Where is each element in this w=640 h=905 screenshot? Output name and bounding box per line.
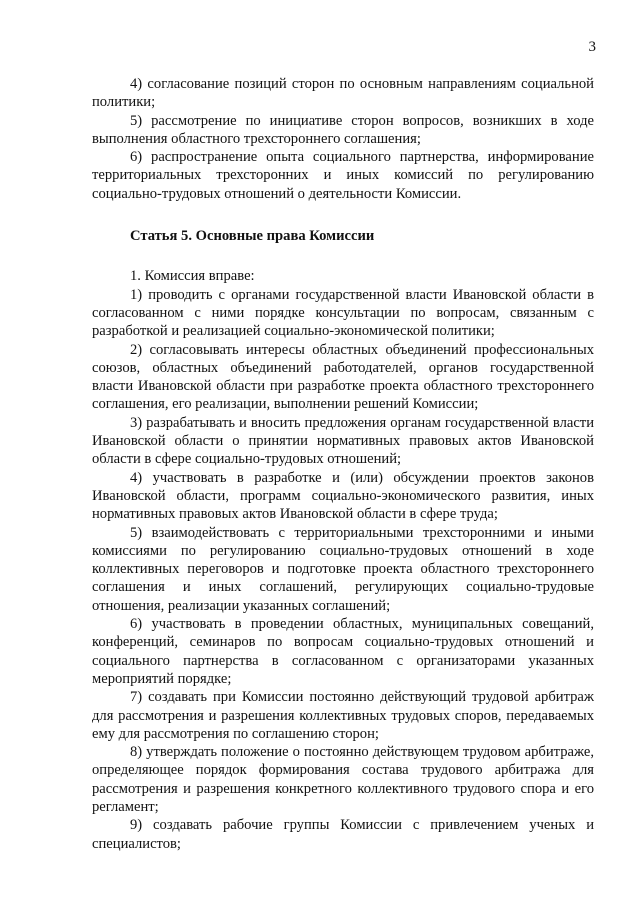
- right-item-7: 7) создавать при Комиссии постоянно действующий трудовой арбитраж для рассмотрения и разрешения коллективных трудовых споров, передаваемых ему для рассмотрения по соглашению сторон;: [92, 689, 594, 742]
- paragraph-item-4: 4) согласование позиций сторон по основным направлениям социальной политики;: [92, 76, 594, 111]
- right-item-2: 2) согласовывать интересы областных объединений профессиональных союзов, областных объединений работодателей, органов государственной власти Ивановской области при разработке проекта областного трехстороннего соглашения, его реализации, выполнении решений Комиссии;: [92, 341, 594, 413]
- right-item-5: 5) взаимодействовать с территориальными трехсторонними и иными комиссиями по регулированию социально-трудовых отношений в ходе коллективных переговоров и подготовке проекта областного трехстороннего соглашения и иных соглашений, регулирующих социально-трудовые отношения, реализации указанных соглашений;: [92, 524, 594, 614]
- paragraph-item-5: 5) рассмотрение по инициативе сторон вопросов, возникших в ходе выполнения областного трехстороннего соглашения;: [92, 112, 594, 147]
- paragraph-item-6: 6) распространение опыта социального партнерства, информирование территориальных трехсторонних и иных комиссий по регулированию социально-трудовых отношений о деятельности Комиссии.: [92, 149, 594, 202]
- paragraph-intro: 1. Комиссия вправе:: [130, 268, 255, 285]
- page-number: 3: [588, 39, 596, 55]
- right-item-4: 4) участвовать в разработке и (или) обсуждении проектов законов Ивановской области, программ социально-экономического развития, иных нормативных правовых актов Ивановской области в сфере труда;: [92, 469, 594, 523]
- right-item-1: 1) проводить с органами государственной власти Ивановской области в согласованном с ними порядке консультации по вопросам, связанным с разработкой и реализацией социально-экономической политики;: [92, 286, 594, 340]
- document-body: [92, 75, 594, 853]
- right-item-8: 8) утверждать положение о постоянно действующем трудовом арбитраже, определяющее порядок формирования состава трудового арбитража для рассмотрения и разрешения конкретного коллективного трудового спора и его регламент;: [92, 744, 594, 815]
- right-item-9: 9) создавать рабочие группы Комиссии с привлечением ученых и специалистов;: [92, 817, 594, 852]
- right-item-6: 6) участвовать в проведении областных, муниципальных совещаний, конференций, семинаров по вопросам социально-трудовых отношений и социального партнерства в согласованном с организаторами указанных мероприятий порядке;: [92, 616, 594, 687]
- article-heading: Статья 5. Основные права Комиссии: [130, 228, 375, 245]
- right-item-3: 3) разрабатывать и вносить предложения органам государственной власти Ивановской области о принятии нормативных правовых актов Ивановской области в сфере социально-трудовых отношений;: [92, 414, 594, 468]
